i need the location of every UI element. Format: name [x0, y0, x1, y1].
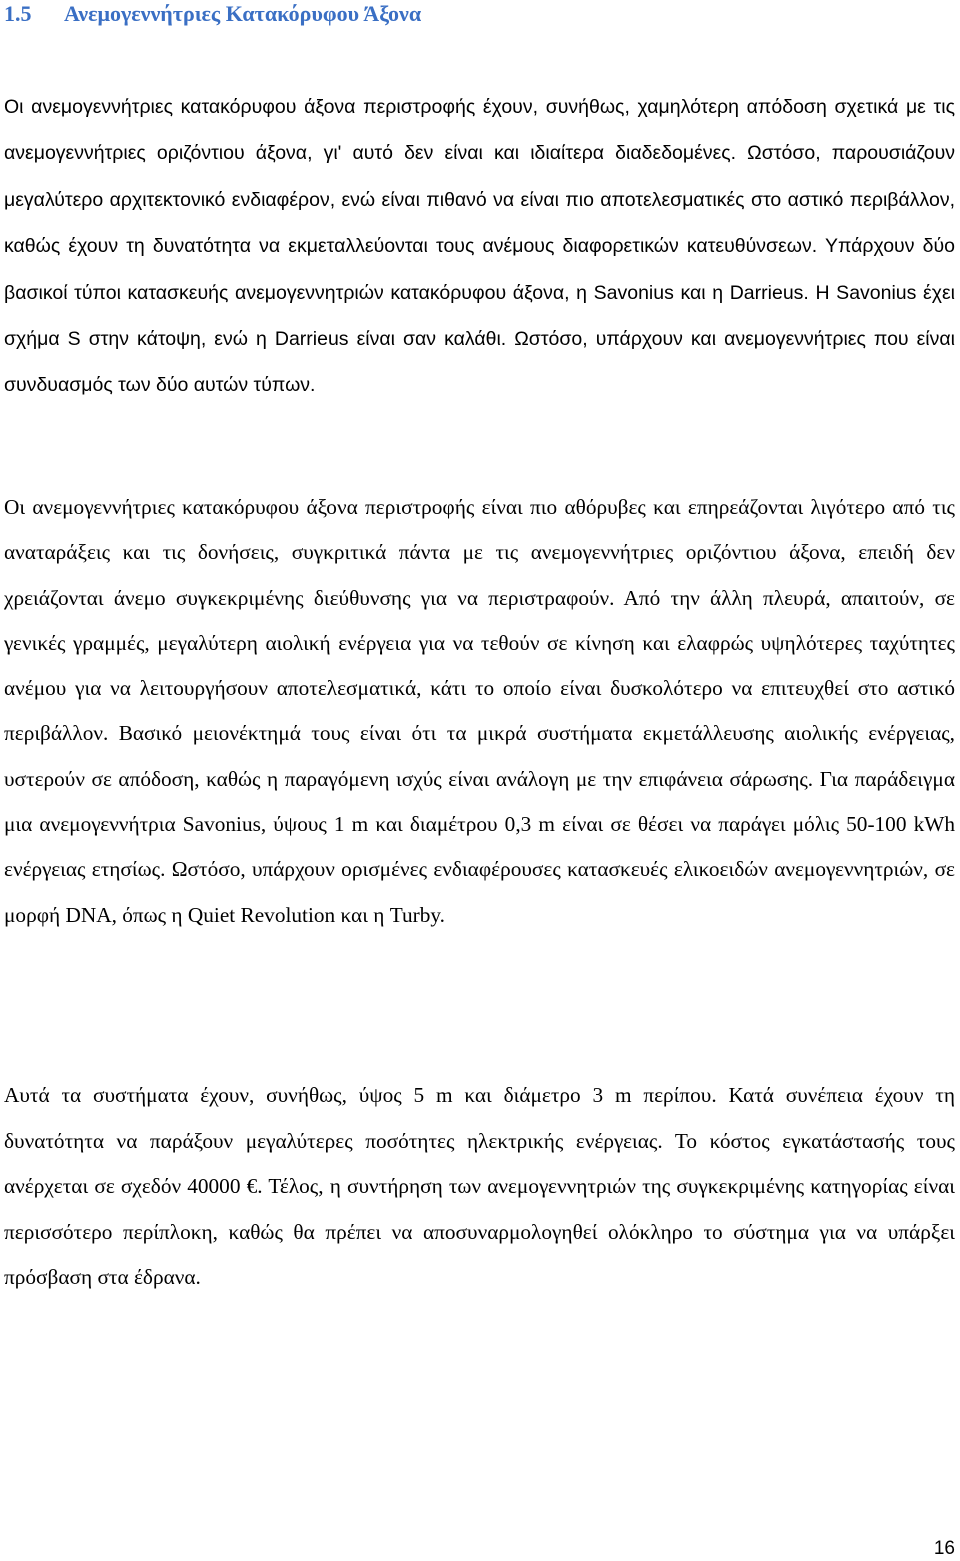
paragraph-1-text: Οι ανεμογεννήτριες κατακόρυφου άξονα περιστροφής έχουν, συνήθως, χαμηλότερη απόδοση σχετικά με τις ανεμογεννήτριες οριζόντιου άξονα, γι' αυτό δεν είναι και ιδιαίτερα διαδεδομένες. Ωστόσο, παρουσιάζουν μεγαλύτερο αρχιτεκτονικό ενδιαφέρον, ενώ είναι πιθανό να είναι πιο αποτελεσματικές στο αστικό περιβάλλον, καθώς έχουν τη δυνατότητα να εκμεταλλεύονται τους ανέμους διαφορετικών κατευθύνσεων. Υπάρχουν δύο βασικοί τύποι κατασκευής ανεμογεννητριών κατακόρυφου άξονα, η Savonius και η Darrieus. Η Savonius έχει σχήμα S στην κάτοψη, ενώ η Darrieus είναι σαν καλάθι. Ωστόσο, υπάρχουν και ανεμογεννήτριες που είναι συνδυασμός των δύο αυτών τύπων. [4, 96, 955, 397]
paragraph-2-text: Οι ανεμογεννήτριες κατακόρυφου άξονα περιστροφής είναι πιο αθόρυβες και επηρεάζονται λιγότερο από τις αναταράξεις και τις δονήσεις, συγκριτικά πάντα με τις ανεμογεννήτριες οριζόντιου άξονα, επειδή δεν χρειάζονται άνεμο συγκεκριμένης διεύθυνσης για να περιστραφούν. Από την άλλη πλευρά, απαιτούν, σε γενικές γραμμές, μεγαλύτερη αιολική ενέργεια για να τεθούν σε κίνηση και ελαφρώς υψηλότερες ταχύτητες ανέμου για να λειτουργήσουν αποτελεσματικά, κάτι το οποίο είναι δυσκολότερο να επιτευχθεί στο αστικό περιβάλλον. Βασικό μειονέκτημά τους είναι ότι τα μικρά συστήματα εκμετάλλευσης αιολικής ενέργειας, υστερούν σε απόδοση, καθώς η παραγόμενη ισχύς είναι ανάλογη με την επιφάνεια σάρωσης. Για παράδειγμα μια ανεμογεννήτρια Savonius, ύψους 1 m και διαμέτρου 0,3 m είναι σε θέσει να παράγει μόλις 50-100 kWh ενέργειας ετησίως. Ωστόσο, υπάρχουν ορισμένες ενδιαφέρουσες κατασκευές ελικοειδών ανεμογεννητριών, σε μορφή DNA, όπως η Quiet Revolution και η Turby. [4, 495, 955, 927]
section-title: Ανεμογεννήτριες Κατακόρυφου Άξονα [64, 1, 422, 26]
page-number: 16 [933, 1538, 955, 1559]
paragraph-3-text: Αυτά τα συστήματα έχουν, συνήθως, ύψος 5 m και διάμετρο 3 m περίπου. Κατά συνέπεια έχουν τη δυνατότητα να παράξουν μεγαλύτερες ποσότητες ηλεκτρικής ενέργειας. Το κόστος εγκατάστασής τους ανέρχεται σε σχεδόν 40000 €. Τέλος, η συντήρηση των ανεμογεννητριών της συγκεκριμένης κατηγορίας είναι περισσότερο περίπλοκη, καθώς θα πρέπει να αποσυναρμολογηθεί ολόκληρο το σύστημα για να υπάρξει πρόσβαση στα έδρανα. [4, 1083, 955, 1289]
paragraph-3 [4, 1073, 955, 1301]
section-number: 1.5 [4, 1, 32, 26]
paragraph-2 [4, 485, 955, 938]
section-heading [4, 0, 421, 28]
paragraph-1 [4, 84, 955, 409]
